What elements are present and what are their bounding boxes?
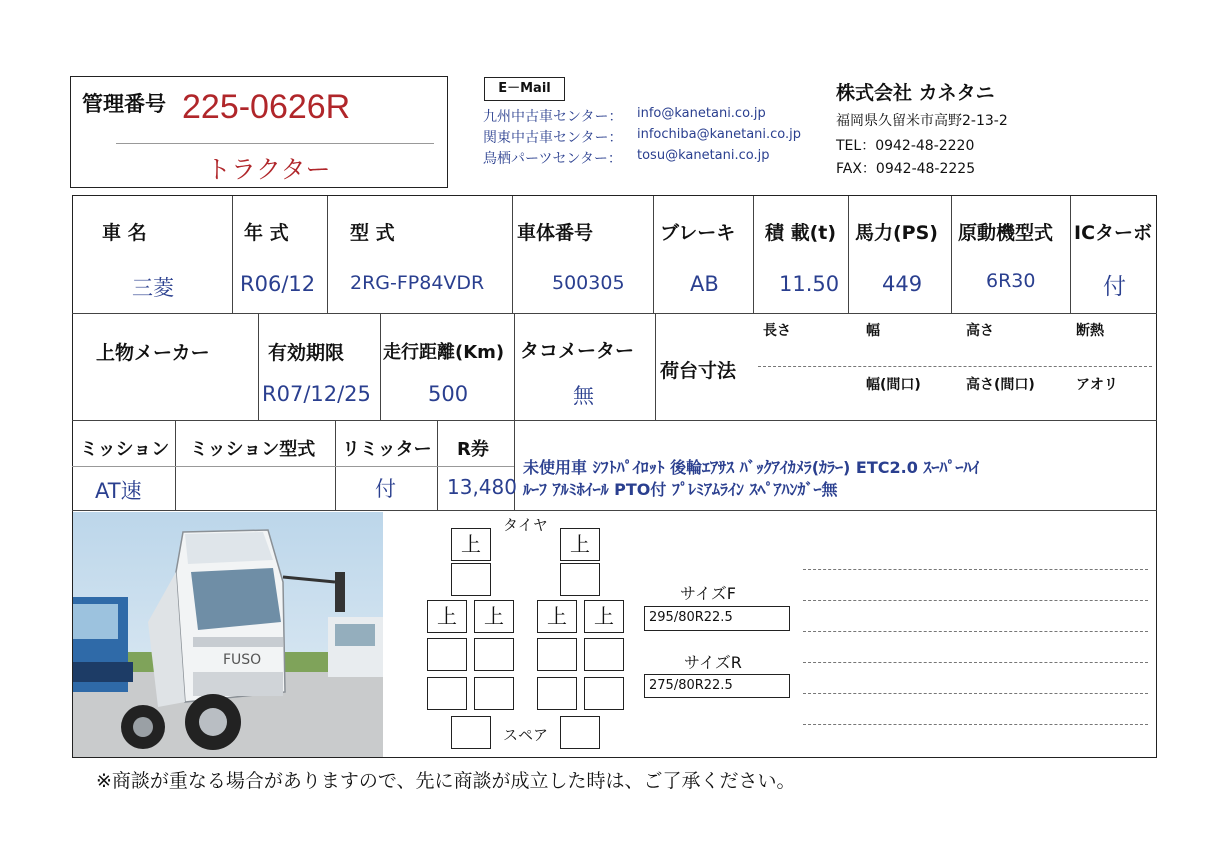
row3-label-divider <box>72 466 514 467</box>
notes-line-2: ﾙｰﾌ ｱﾙﾐﾎｲｰﾙ PTO付 ﾌﾟﾚﾐｱﾑﾗｲﾝ ｽﾍﾟｱﾊﾝｶﾞｰ無 <box>523 480 838 499</box>
value-horsepower: 449 <box>882 272 923 296</box>
company-tel: TEL：0942-48-2220 <box>836 138 975 154</box>
tire-rear3-left-outer <box>427 677 467 710</box>
row2-sep <box>655 314 656 420</box>
vehicle-type: トラクター <box>206 155 331 184</box>
company-address: 福岡県久留米市高野2-13-2 <box>836 113 1008 129</box>
management-divider <box>116 143 434 144</box>
label-load: 積 載(t) <box>765 222 837 244</box>
label-expiry: 有効期限 <box>268 342 345 364</box>
row1-sep <box>951 196 952 313</box>
value-engine-model: 6R30 <box>986 270 1036 292</box>
notes-dashed-line <box>803 662 1148 663</box>
tire-rear3-right-inner <box>537 677 577 710</box>
value-ic-turbo: 付 <box>1103 274 1126 300</box>
label-r-ticket: R券 <box>457 439 489 460</box>
row1-sep <box>653 196 654 313</box>
notes-dashed-line <box>803 569 1148 570</box>
value-load: 11.50 <box>779 272 840 296</box>
row2-divider <box>72 420 1157 421</box>
cargo-opening-width-label: 幅(間口) <box>866 377 921 393</box>
center-kyushu-email[interactable]: info@kanetani.co.jp <box>637 106 766 121</box>
cargo-length-label: 長さ <box>763 323 791 339</box>
notes-dashed-line <box>803 600 1148 601</box>
value-expiry: R07/12/25 <box>262 382 371 406</box>
row1-divider <box>72 313 1157 314</box>
label-ic-turbo: ICターボ <box>1074 222 1153 244</box>
tire-rear2-left-inner <box>474 638 514 671</box>
value-transmission: AT速 <box>95 479 142 503</box>
value-year: R06/12 <box>240 272 316 296</box>
notes-line-1: 未使用車 ｼﾌﾄﾊﾟｲﾛｯﾄ 後輪ｴｱｻｽ ﾊﾞｯｸｱｲｶﾒﾗ(ｶﾗｰ) ETC2.0 ｽｰﾊﾟｰﾊｲ <box>523 458 980 477</box>
company-name: 株式会社 カネタニ <box>836 82 995 104</box>
row1-sep <box>327 196 328 313</box>
tire-rear-left-outer: 上 <box>427 600 467 633</box>
cargo-dashed-line <box>758 366 1152 367</box>
label-brake: ブレーキ <box>660 222 736 244</box>
row2-sep <box>258 314 259 420</box>
label-mileage: 走行距離(Km) <box>383 342 505 363</box>
footer-note: ※商談が重なる場合がありますので、先に商談が成立した時は、ご了承ください。 <box>96 770 796 792</box>
tire-spare-right <box>560 716 600 749</box>
tire-front-left-empty <box>451 563 491 596</box>
cargo-height-label: 高さ <box>966 323 994 339</box>
tire-rear-right-outer: 上 <box>584 600 624 633</box>
row2-sep <box>514 314 515 420</box>
size-f-value: 295/80R22.5 <box>644 606 790 631</box>
row3-divider <box>72 510 1157 511</box>
value-tachometer: 無 <box>573 384 594 408</box>
center-kyushu-name: 九州中古車センター： <box>483 109 623 125</box>
tire-front-left: 上 <box>451 528 491 561</box>
company-fax: FAX：0942-48-2225 <box>836 161 976 177</box>
truck-brand-text: FUSO <box>223 652 262 668</box>
row2-sep <box>380 314 381 420</box>
label-engine-model: 原動機型式 <box>958 222 1054 244</box>
value-car-name: 三菱 <box>132 276 174 300</box>
tire-rear-right-inner: 上 <box>537 600 577 633</box>
size-r-label: サイズR <box>684 653 742 672</box>
value-mileage: 500 <box>428 382 469 406</box>
cargo-opening-height-label: 高さ(間口) <box>966 377 1035 393</box>
tire-rear3-left-inner <box>474 677 514 710</box>
spare-label: スペア <box>503 726 549 744</box>
tire-front-right: 上 <box>560 528 600 561</box>
tire-rear2-left-outer <box>427 638 467 671</box>
tire-rear2-right-outer <box>584 638 624 671</box>
tire-rear-left-inner: 上 <box>474 600 514 633</box>
label-body-maker: 上物メーカー <box>96 342 210 364</box>
management-number: 225-0626R <box>182 88 351 126</box>
cargo-side-gate-label: アオリ <box>1076 377 1118 393</box>
tire-front-right-empty <box>560 563 600 596</box>
notes-dashed-line <box>803 631 1148 632</box>
value-chassis-number: 500305 <box>552 272 625 294</box>
label-year: 年 式 <box>244 222 289 244</box>
notes-dashed-line <box>803 693 1148 694</box>
value-brake: AB <box>690 272 719 296</box>
center-kanto-name: 関東中古車センター： <box>483 130 623 146</box>
tire-rear3-right-outer <box>584 677 624 710</box>
notes-dashed-line <box>803 724 1148 725</box>
truck-photo <box>73 512 383 757</box>
cargo-insulation-label: 断熱 <box>1076 323 1104 339</box>
row1-sep <box>232 196 233 313</box>
label-cargo-dimensions: 荷台寸法 <box>660 360 737 382</box>
center-kanto-email[interactable]: infochiba@kanetani.co.jp <box>637 127 802 142</box>
tire-spare-left <box>451 716 491 749</box>
row1-sep <box>512 196 513 313</box>
value-r-ticket: 13,480 <box>447 475 517 499</box>
row1-sep <box>753 196 754 313</box>
label-horsepower: 馬力(PS) <box>855 222 938 244</box>
value-limiter: 付 <box>375 477 396 501</box>
label-chassis-number: 車体番号 <box>517 222 594 244</box>
label-car-name: 車 名 <box>102 222 147 244</box>
cargo-width-label: 幅 <box>866 323 880 339</box>
row1-sep <box>1070 196 1071 313</box>
value-model: 2RG-FP84VDR <box>350 272 485 294</box>
row1-sep <box>848 196 849 313</box>
label-transmission: ミッション <box>80 439 170 460</box>
management-label: 管理番号 <box>82 92 166 116</box>
label-model: 型 式 <box>350 222 395 244</box>
label-limiter: リミッター <box>342 439 432 460</box>
label-transmission-model: ミッション型式 <box>190 439 316 460</box>
truck-illustration <box>73 512 383 757</box>
label-tachometer: タコメーター <box>520 340 635 362</box>
email-label: E－Mail <box>484 77 565 101</box>
size-r-value: 275/80R22.5 <box>644 674 790 698</box>
tire-rear2-right-inner <box>537 638 577 671</box>
center-tosu-name: 鳥栖パーツセンター： <box>483 151 622 167</box>
tire-title: タイヤ <box>503 516 548 534</box>
size-f-label: サイズF <box>680 584 736 603</box>
center-tosu-email[interactable]: tosu@kanetani.co.jp <box>637 148 770 163</box>
